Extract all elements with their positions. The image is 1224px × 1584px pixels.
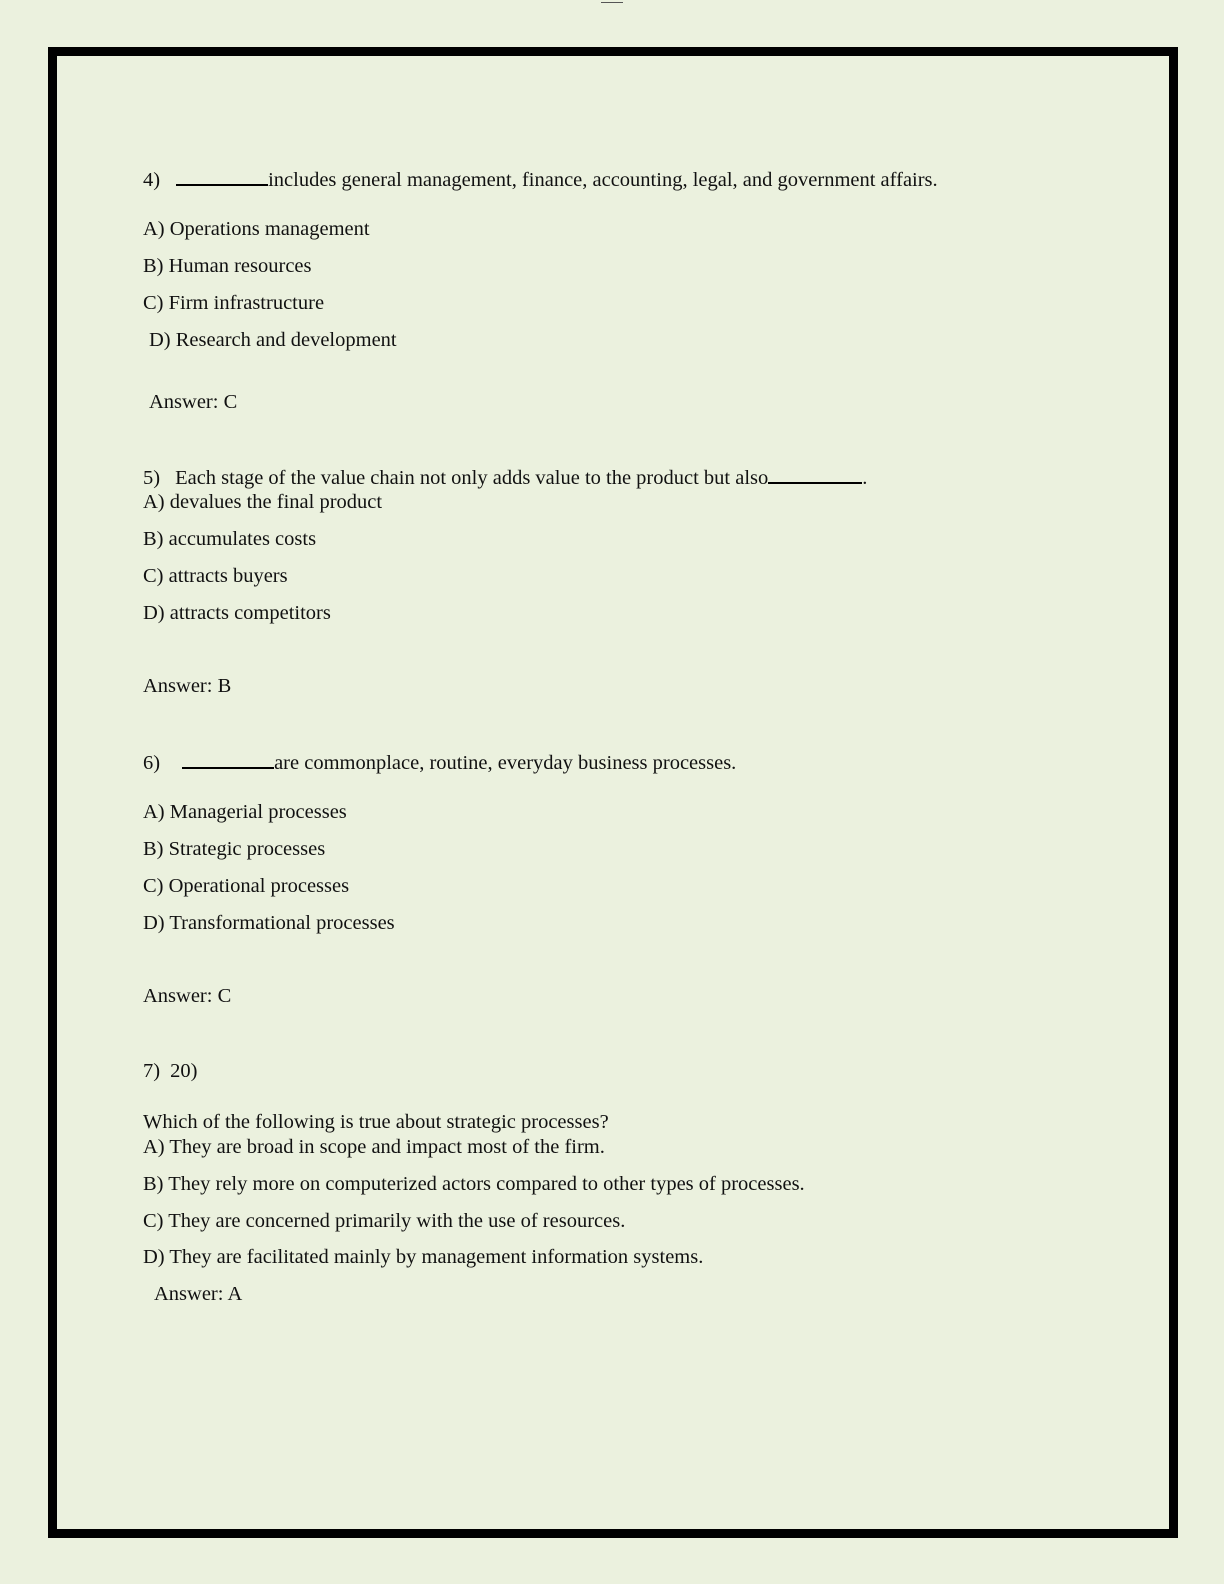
question-5-stem	[143, 464, 867, 490]
option-d: D) Research and development	[149, 329, 397, 351]
answer-text: Answer: C	[149, 391, 238, 413]
option-c: C) attracts buyers	[143, 565, 288, 587]
answer-blank	[768, 464, 862, 484]
question-7-stem: Which of the following is true about strategic processes?	[143, 1111, 609, 1133]
option-b: B) Human resources	[143, 255, 312, 277]
question-text-end: .	[862, 467, 868, 489]
answer-text: Answer: B	[143, 675, 232, 697]
option-b: B) accumulates costs	[143, 528, 317, 550]
option-a: A) Managerial processes	[143, 801, 347, 823]
option-b: B) They rely more on computerized actors compared to other types of processes.	[143, 1173, 805, 1195]
answer-text: Answer: A	[154, 1283, 243, 1305]
question-number: 5)	[143, 467, 161, 489]
question-number: 4)	[143, 169, 161, 191]
question-number-extra: 20)	[170, 1060, 198, 1082]
question-number: 6)	[143, 752, 161, 774]
question-7-number	[143, 1059, 197, 1083]
answer-blank	[182, 749, 274, 769]
option-c: C) Firm infrastructure	[143, 292, 325, 314]
option-d: D) They are facilitated mainly by management information systems.	[143, 1246, 704, 1268]
question-text: are commonplace, routine, everyday business processes.	[274, 752, 737, 774]
option-c: C) Operational processes	[143, 875, 350, 897]
question-number: 7)	[143, 1060, 161, 1082]
option-c: C) They are concerned primarily with the use of resources.	[143, 1210, 626, 1232]
option-b: B) Strategic processes	[143, 838, 326, 860]
question-text: Each stage of the value chain not only adds value to the product but also	[175, 467, 769, 489]
answer-blank	[176, 166, 268, 186]
question-6-stem	[143, 749, 736, 775]
option-a: A) devalues the final product	[143, 491, 383, 513]
option-d: D) Transformational processes	[143, 912, 395, 934]
option-a: A) Operations management	[143, 218, 370, 240]
answer-text: Answer: C	[143, 985, 232, 1007]
option-d: D) attracts competitors	[143, 602, 331, 624]
top-header-mark	[601, 0, 623, 3]
question-4-stem	[143, 166, 938, 192]
option-a: A) They are broad in scope and impact most of the firm.	[143, 1136, 605, 1158]
question-text: includes general management, finance, accounting, legal, and government affairs.	[268, 169, 938, 191]
